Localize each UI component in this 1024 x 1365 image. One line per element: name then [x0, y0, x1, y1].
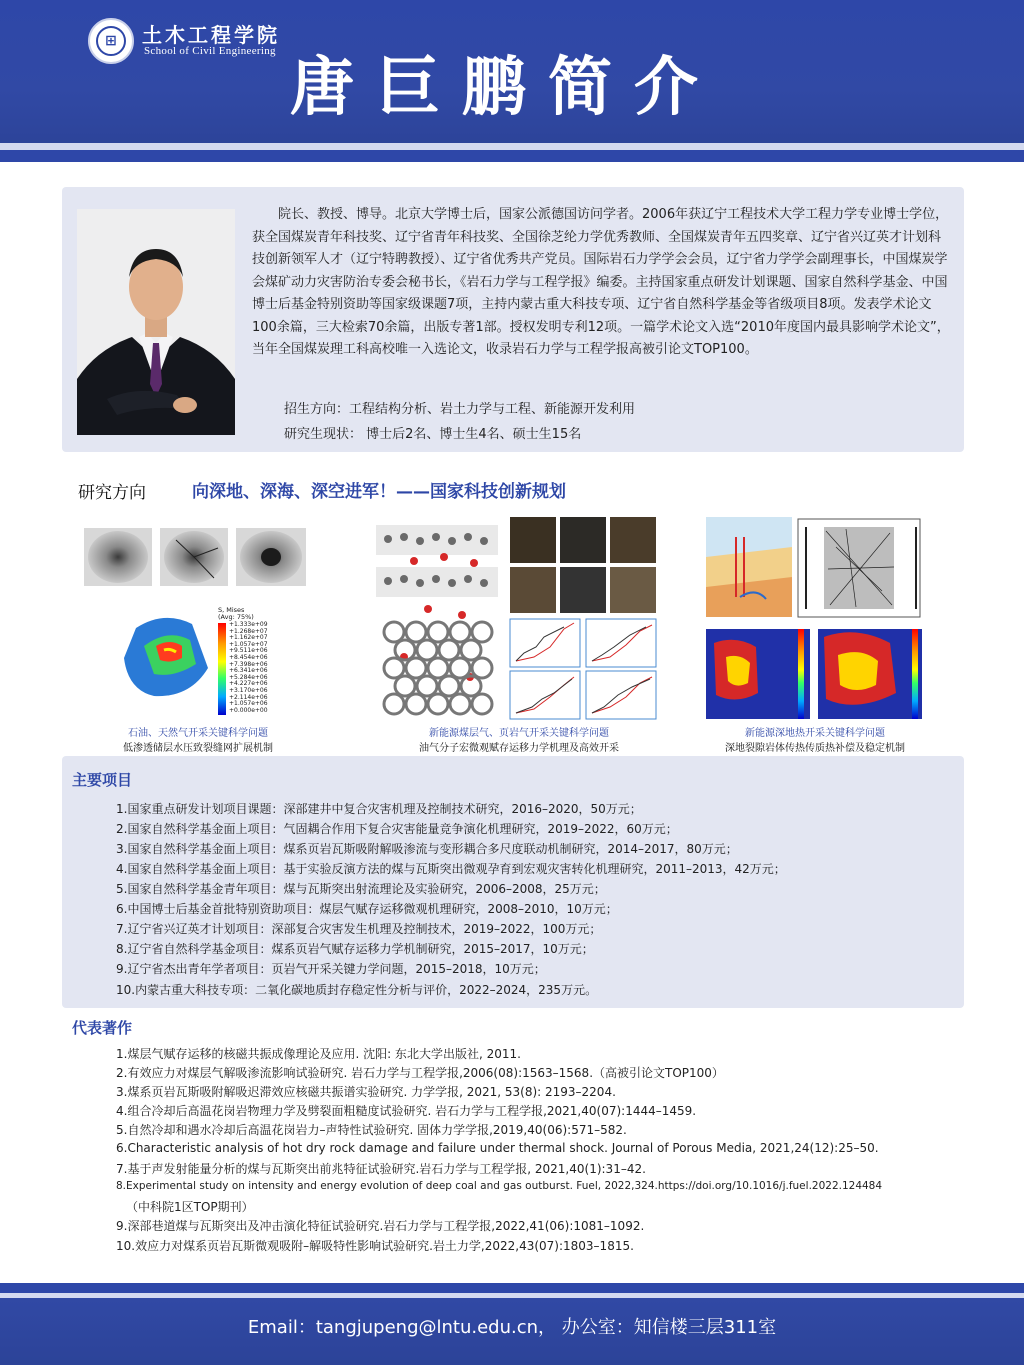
research-figure-geothermal	[706, 517, 924, 721]
project-item: 2.国家自然科学基金面上项目：气固耦合作用下复合灾害能量竞争演化机理研究，2019–2022，60万元；	[116, 822, 678, 836]
project-item: 3.国家自然科学基金面上项目：煤系页岩瓦斯吸附解吸渗流与变形耦合多尺度联动机制研究，2014–2017，80万元；	[116, 842, 738, 856]
legend-title: S, Mises	[218, 606, 245, 614]
school-logo	[88, 18, 134, 64]
publication-note: （中科院1区TOP期刊）	[126, 1200, 254, 1214]
legend-value: +2.114e+06	[229, 693, 268, 701]
mises-legend	[218, 607, 328, 717]
figure-caption-subtitle: 深地裂隙岩体传热传质热补偿及稳定机制	[725, 743, 905, 754]
legend-color-bar	[218, 623, 226, 715]
figure-caption-title: 新能源深地热开采关键科学问题	[745, 728, 885, 739]
footer-divider-bar	[0, 1283, 1024, 1293]
publication-item: 1.煤层气赋存运移的核磁共振成像理论及应用. 沈阳: 东北大学出版社, 2011.	[116, 1047, 521, 1061]
seal-icon: ⊞	[96, 26, 126, 56]
publication-item: 8.Experimental study on intensity and energy evolution of deep coal and gas outburst. Fuel, 2022,324.https://doi.org/10.1016/j.fuel.2022.124484	[116, 1180, 883, 1192]
figure-caption-title: 石油、天然气开采关键科学问题	[128, 728, 268, 739]
legend-value: +1.268e+07	[229, 627, 268, 635]
publication-item: 10.效应力对煤系页岩瓦斯微观吸附–解吸特性影响试验研究.岩土力学,2022,43(07):1803–1815.	[116, 1239, 634, 1253]
figure-caption-title: 新能源煤层气、页岩气开采关键科学问题	[429, 728, 609, 739]
publication-item: 7.基于声发射能量分析的煤与瓦斯突出前兆特征试验研究.岩石力学与工程学报, 2021,40(1):31–42.	[116, 1162, 646, 1176]
legend-value: +5.284e+06	[229, 673, 268, 681]
research-slogan: 向深地、深海、深空进军！——国家科技创新规划	[192, 482, 566, 502]
publication-item: 2.有效应力对煤层气解吸渗流影响试验研究. 岩石力学与工程学报,2006(08):1563–1568.（高被引论文TOP100）	[116, 1066, 724, 1080]
page-title: 唐巨鹏简介	[290, 50, 720, 125]
header-divider-bar	[0, 150, 1024, 162]
publications-title: 代表著作	[72, 1019, 133, 1037]
school-name-en: School of Civil Engineering	[144, 45, 276, 57]
enrollment-directions: 招生方向：工程结构分析、岩土力学与工程、新能源开发利用	[284, 402, 636, 417]
legend-value: +3.170e+06	[229, 686, 268, 694]
research-label: 研究方向	[78, 483, 146, 503]
legend-values	[229, 622, 268, 714]
header-divider	[0, 143, 1024, 150]
legend-value: +1.333e+09	[229, 621, 268, 628]
project-item: 8.辽宁省自然科学基金项目：煤系页岩气赋存运移力学机制研究，2015–2017，10万元；	[116, 942, 594, 956]
figure-caption-subtitle: 低渗透储层水压致裂缝网扩展机制	[123, 743, 273, 754]
project-item: 1.国家重点研发计划项目课题：深部建井中复合灾害机理及控制技术研究，2016–2020，50万元；	[116, 802, 642, 816]
project-item: 5.国家自然科学基金青年项目：煤与瓦斯突出射流理论及实验研究，2006–2008，25万元；	[116, 882, 606, 896]
legend-value: +1.057e+07	[229, 640, 268, 648]
project-item: 10.内蒙古重大科技专项：二氧化碳地质封存稳定性分析与评价，2022–2024，235万元。	[116, 983, 598, 997]
figure-caption-subtitle: 油气分子宏微观赋存运移力学机理及高效开采	[419, 743, 619, 754]
legend-value: +9.511e+06	[229, 647, 268, 655]
student-status: 研究生现状： 博士后2名、博士生4名、硕士生15名	[284, 427, 582, 442]
publication-item: 6.Characteristic analysis of hot dry rock damage and failure under thermal shock. Journal of Porous Media, 2021,24(12):25–50.	[116, 1141, 879, 1155]
project-item: 7.辽宁省兴辽英才计划项目：深部复合灾害发生机理及控制技术，2019–2022，100万元；	[116, 922, 602, 936]
legend-value: +7.398e+06	[229, 660, 268, 668]
publication-item: 9.深部巷道煤与瓦斯突出及冲击演化特征试验研究.岩石力学与工程学报,2022,41(06):1081–1092.	[116, 1219, 645, 1233]
project-item: 4.国家自然科学基金面上项目：基于实验反演方法的煤与瓦斯突出微观孕育到宏观灾害转化机理研究，2011–2013，42万元；	[116, 862, 786, 876]
legend-subtitle: (Avg: 75%)	[218, 613, 254, 621]
publication-item: 4.组合冷却后高温花岗岩物理力学及劈裂面粗糙度试验研究. 岩石力学与工程学报,2021,40(07):1444–1459.	[116, 1104, 697, 1118]
publication-item: 5.自然冷却和遇水冷却后高温花岗岩力–声特性试验研究. 固体力学学报,2019,40(06):571–582.	[116, 1123, 627, 1137]
contact-info: Email：tangjupeng@lntu.edu.cn， 办公室：知信楼三层311室	[247, 1317, 777, 1338]
research-figure-coalbed-methane	[374, 517, 660, 721]
project-item: 9.辽宁省杰出青年学者项目：页岩气开采关键力学问题，2015–2018，10万元；	[116, 962, 546, 976]
legend-value: +4.227e+06	[229, 680, 268, 688]
project-item: 6.中国博士后基金首批特别资助项目：煤层气赋存运移微观机理研究，2008–2010，10万元；	[116, 902, 618, 916]
school-name-cn: 土木工程学院	[142, 23, 280, 47]
legend-value: +1.057e+06	[229, 700, 268, 708]
legend-value: +1.162e+07	[229, 634, 268, 642]
legend-value: +0.000e+00	[229, 706, 268, 714]
bio-text: 院长、教授、博导。北京大学博士后，国家公派德国访问学者。2006年获辽宁工程技术大学工程力学专业博士学位，获全国煤炭青年科技奖、辽宁省青年科技奖、全国徐芝纶力学优秀教师、全国煤炭青年五四奖章、辽宁省兴辽英才计划科技创新领军人才（辽宁特聘教授）、辽宁省优秀共产党员。国际岩石力学学会会员，辽宁省力学学会副理事长，中国煤炭学会煤矿动力灾害防治专委会秘书长，《岩石力学与工程学报》编委。主持国家重点研发计划课题、国家自然科学基金、中国博士后基金特别资助等国家级课题7项，主持内蒙古重大科技专项、辽宁省自然科学基金等省级项目8项。发表学术论文100余篇，三大检索70余篇，出版专著1部。授权发明专利12项。一篇学术论文入选“2010年度国内最具影响学术论文”，当年全国煤炭理工科高校唯一入选论文，收录岩石力学与工程学报高被引论文TOP100。	[252, 207, 950, 357]
portrait-photo	[77, 209, 235, 435]
legend-value: +6.341e+06	[229, 667, 268, 675]
publication-item: 3.煤系页岩瓦斯吸附解吸迟滞效应核磁共振谱实验研究. 力学学报, 2021, 53(8): 2193–2204.	[116, 1085, 616, 1099]
legend-value: +8.454e+06	[229, 653, 268, 661]
projects-title: 主要项目	[72, 771, 133, 789]
